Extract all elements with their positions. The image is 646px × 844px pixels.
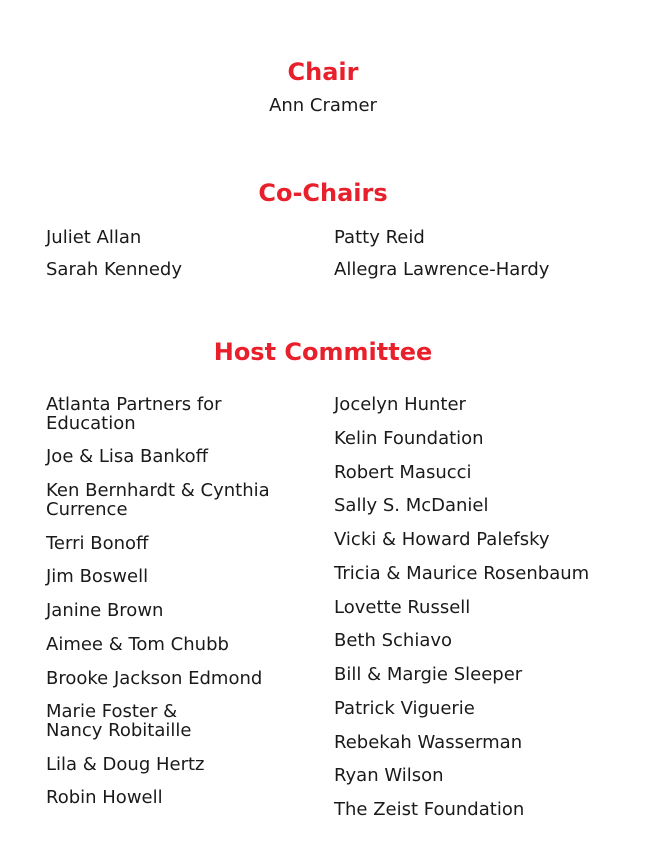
host-member-name: Robin Howell — [46, 787, 163, 808]
host-member-name: Beth Schiavo — [334, 630, 453, 651]
host-member-name: Marie Foster & Nancy Robitaille — [46, 701, 192, 741]
host-member-name: Terri Bonoff — [46, 533, 149, 554]
host-member-name: Kelin Foundation — [334, 428, 484, 449]
chair-name: Ann Cramer — [269, 95, 377, 116]
chair-heading: Chair — [287, 58, 359, 86]
co-chairs-heading: Co-Chairs — [258, 179, 388, 207]
host-member-name: Joe & Lisa Bankoff — [46, 446, 209, 467]
host-member-name: Ryan Wilson — [334, 765, 444, 786]
co-chair-name: Juliet Allan — [46, 227, 142, 248]
host-committee-right-column — [334, 395, 624, 825]
co-chairs-left-column — [46, 228, 316, 288]
host-member-name: Atlanta Partners for Education — [46, 394, 222, 434]
host-member-name: Lila & Doug Hertz — [46, 754, 205, 775]
host-member-name: Patrick Viguerie — [334, 698, 475, 719]
co-chair-name: Allegra Lawrence-Hardy — [334, 259, 550, 280]
co-chair-name: Sarah Kennedy — [46, 259, 182, 280]
host-member-name: Robert Masucci — [334, 462, 472, 483]
host-member-name: Tricia & Maurice Rosenbaum — [334, 563, 590, 584]
host-member-name: Ken Bernhardt & Cynthia Currence — [46, 480, 270, 520]
host-member-name: Lovette Russell — [334, 597, 471, 618]
host-committee-left-column — [46, 395, 321, 815]
host-member-name: Brooke Jackson Edmond — [46, 668, 263, 689]
host-member-name: Vicki & Howard Palefsky — [334, 529, 550, 550]
host-member-name: Rebekah Wasserman — [334, 732, 523, 753]
host-member-name: The Zeist Foundation — [334, 799, 525, 820]
co-chairs-right-column — [334, 228, 624, 288]
host-member-name: Sally S. McDaniel — [334, 495, 489, 516]
host-member-name: Bill & Margie Sleeper — [334, 664, 523, 685]
host-member-name: Janine Brown — [46, 600, 164, 621]
host-committee-heading: Host Committee — [213, 338, 433, 366]
host-member-name: Jocelyn Hunter — [334, 394, 466, 415]
host-member-name: Aimee & Tom Chubb — [46, 634, 229, 655]
co-chair-name: Patty Reid — [334, 227, 425, 248]
host-member-name: Jim Boswell — [46, 566, 149, 587]
